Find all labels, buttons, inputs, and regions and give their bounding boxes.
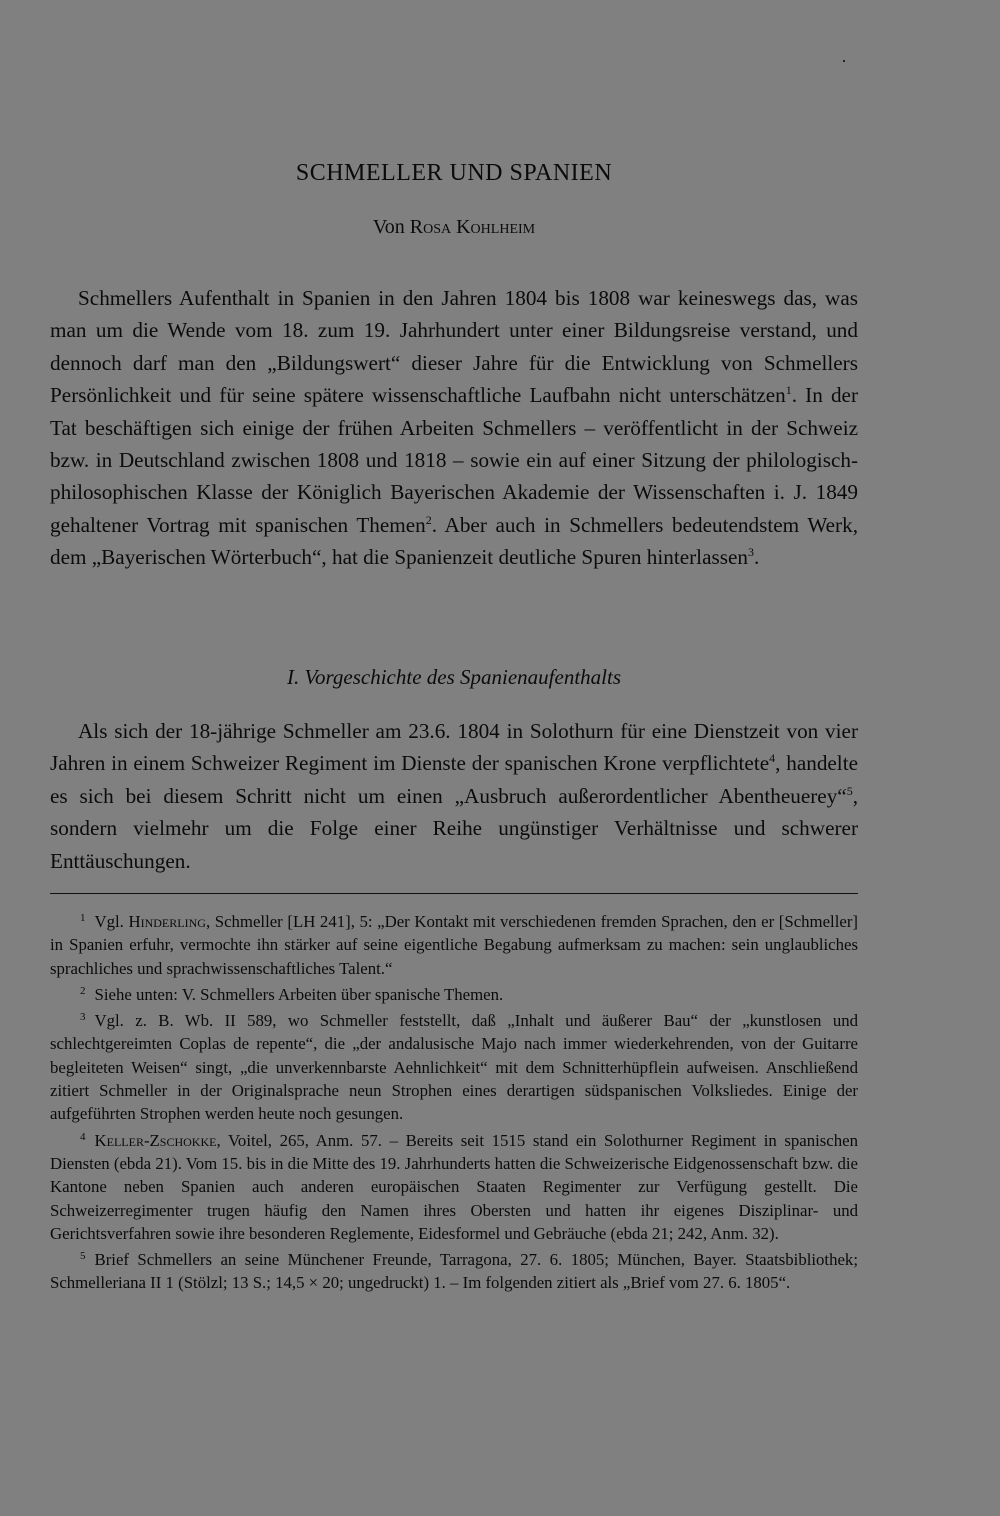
footnotes bbox=[50, 907, 858, 1295]
footnote-text: , Schmeller [LH 241], 5: „Der Kontakt mit verschiedenen fremden Sprachen, den er [Schmeller] in Spanien erfuhr, vermochte ihn stärker auf seine eigentliche Begabung aufmerksam zu machen: sein unglaubliches sprachliches und sprachwissenschaftliches Talent.“ bbox=[50, 912, 859, 978]
footnote-number: 1 bbox=[80, 912, 86, 924]
paragraph-section-1-text-1: Als sich der 18-jährige Schmeller am 23.6. 1804 in Solothurn für eine Dienstzeit von vier Jahren in einem Schweizer Regiment im Dienste der spanischen Krone verpflichtete bbox=[50, 719, 858, 776]
footnote-author: Keller-Zschokke bbox=[94, 1130, 217, 1150]
paragraph-intro-text-2: . In der Tat beschäftigen sich einige der frühen Arbeiten Schmellers – veröffentlicht in der Schweiz bzw. in Deutschland zwischen 1808 und 1818 – sowie ein auf einer Sitzung der philologisch-philosophischen Klasse der Königlich Bayerischen Akademie der Wissenschaften i. J. 1849 gehaltener Vortrag mit spanischen Themen bbox=[50, 383, 859, 537]
paragraph-intro bbox=[50, 282, 858, 574]
paragraph-intro-text-3: . Aber auch in Schmellers bedeutendstem Werk, dem „Bayerischen Wörterbuch“, hat die Spanienzeit deutliche Spuren hinterlassen bbox=[50, 512, 859, 570]
footnote-author: Hinderling bbox=[128, 912, 206, 931]
footnote-divider bbox=[50, 893, 858, 894]
footnote-number: 3 bbox=[80, 1011, 86, 1024]
footnote-text: Vgl. bbox=[94, 912, 129, 931]
footnote-4 bbox=[50, 1126, 858, 1245]
footnote-number: 5 bbox=[80, 1250, 86, 1263]
footnote-ref-2[interactable]: 2 bbox=[425, 512, 432, 527]
footnote-ref-3[interactable]: 3 bbox=[747, 545, 754, 560]
author-name: Rosa Kohlheim bbox=[409, 216, 536, 238]
paragraph-intro-text-1: Schmellers Aufenthalt in Spanien in den Jahren 1804 bis 1808 war keineswegs das, was man um die Wende vom 18. zum 19. Jahrhundert unter einer Bildungsreise verstand, und dennoch darf man den „Bildungswert“ dieser Jahre für die Entwicklung von Schmellers Persönlichkeit und für seine spätere wissenschaftliche Laufbahn nicht unterschätzen bbox=[50, 286, 858, 408]
article-title: SCHMELLER UND SPANIEN bbox=[295, 160, 613, 186]
paragraph-section-1 bbox=[50, 715, 858, 877]
footnote-text: Vgl. z. B. Wb. II 589, wo Schmeller feststellt, daß „Inhalt und äußerer Bau“ der „kunstlosen und schlechtgereimten Coplas de repente“, die „der andalusische Majo nach immer wiederkehrenden, von der Guitarre begleiteten Weisen“ singt, „die unverkennbarste Aehnlichkeit“ mit dem Schnitterhüpflein aufweisen. Anschließend zitiert Schmeller in der Originalsprache neun Strophen eines derartigen südspanischen Volksliedes. Einige der aufgeführten Strophen werden heute noch gesungen. bbox=[50, 1011, 858, 1124]
footnote-ref-4[interactable]: 4 bbox=[769, 751, 776, 766]
footnote-3 bbox=[50, 1006, 858, 1125]
author-line bbox=[0, 216, 908, 239]
footnote-number: 2 bbox=[80, 984, 86, 997]
footnote-text: Brief Schmellers an seine Münchener Freunde, Tarragona, 27. 6. 1805; München, Bayer. Staatsbibliothek; Schmelleriana II 1 (Stölzl; 13 S.; 14,5 × 20; ungedruckt) 1. – Im folgenden zitiert als „Brief vom 27. 6. 1805“. bbox=[50, 1250, 858, 1293]
paragraph-section-1-text-3: , sondern vielmehr um die Folge einer Reihe ungünstiger Verhältnisse und schwerer Enttäuschungen. bbox=[50, 783, 858, 873]
paragraph-intro-text-4: . bbox=[753, 545, 760, 570]
scan-speck bbox=[843, 60, 845, 62]
footnote-5 bbox=[50, 1245, 858, 1295]
paragraph-section-1-text-2: , handelte es sich bei diesem Schritt nicht um einen „Ausbruch außerordentlicher Abentheuerey“ bbox=[50, 751, 858, 808]
footnote-text: Siehe unten: V. Schmellers Arbeiten über spanische Themen. bbox=[94, 984, 504, 1004]
section-heading: I. Vorgeschichte des Spanienaufenthalts bbox=[287, 665, 621, 689]
footnote-2 bbox=[50, 980, 858, 1006]
footnote-text: , Voitel, 265, Anm. 57. – Bereits seit 1515 stand ein Solothurner Regiment in spanischen Diensten (ebda 21). Vom 15. bis in die Mitte des 19. Jahrhunderts hatten die Schweizerische Eidgenossenschaft bzw. die Kantone neben Spanien auch anderen europäischen Staaten Regimenter zur Verfügung gestellt. Die Schweizerregimenter trugen häufig den Namen ihres Obersten und hatten ihr eigenes Disziplinar- und Gerichtsverfahren sowie ihre besonderen Reglemente, Eidesformel und Gebräuche (ebda 21; 242, Anm. 32). bbox=[50, 1130, 858, 1243]
author-prefix: Von bbox=[372, 216, 405, 238]
footnote-ref-5[interactable]: 5 bbox=[846, 783, 853, 798]
footnote-ref-1[interactable]: 1 bbox=[785, 383, 792, 398]
footnote-1 bbox=[50, 907, 858, 980]
footnote-number: 4 bbox=[80, 1130, 86, 1143]
